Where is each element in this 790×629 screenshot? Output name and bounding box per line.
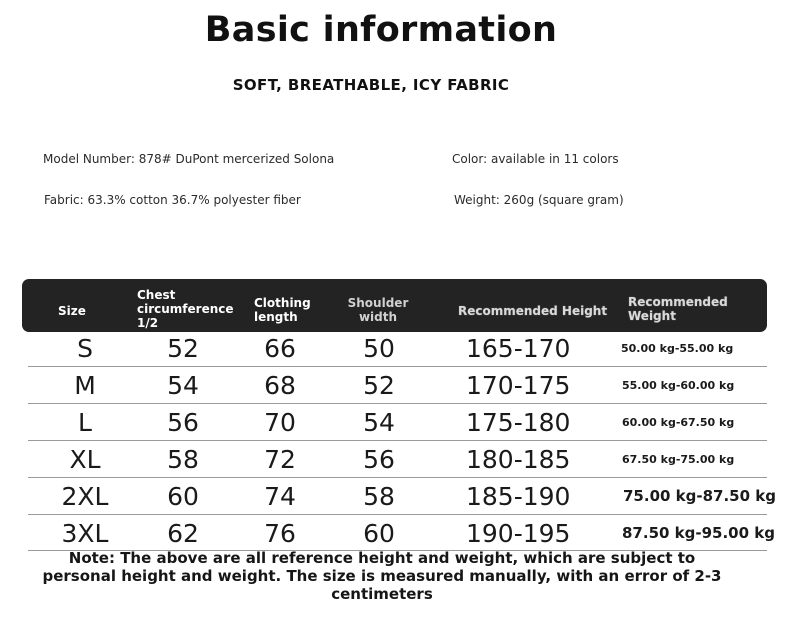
table-row [28, 441, 767, 478]
size-cell: S [77, 334, 93, 363]
length-cell: 76 [264, 519, 296, 548]
weight-cell: 87.50 kg-95.00 kg [622, 524, 775, 542]
header-shoulder-width: Shoulder width [347, 296, 409, 324]
chest-cell: 54 [167, 371, 199, 400]
table-row [28, 367, 767, 404]
chest-cell: 62 [167, 519, 199, 548]
chest-cell: 60 [167, 482, 199, 511]
length-cell: 74 [264, 482, 296, 511]
header-clothing-length: Clothing length [254, 296, 311, 324]
size-cell: XL [69, 445, 101, 474]
weight-cell: 50.00 kg-55.00 kg [621, 342, 734, 355]
weight-cell: 55.00 kg-60.00 kg [622, 379, 735, 392]
chest-cell: 56 [167, 408, 199, 437]
height-cell: 175-180 [466, 408, 571, 437]
shoulder-cell: 58 [363, 482, 395, 511]
height-cell: 180-185 [466, 445, 571, 474]
weight-cell: 67.50 kg-75.00 kg [622, 453, 735, 466]
weight-info: Weight: 260g (square gram) [454, 193, 624, 207]
chest-cell: 52 [167, 334, 199, 363]
table-row [28, 515, 775, 552]
size-cell: 3XL [61, 519, 109, 548]
height-cell: 165-170 [466, 334, 571, 363]
size-cell: M [74, 371, 96, 400]
shoulder-cell: 50 [363, 334, 395, 363]
size-cell: 2XL [61, 482, 109, 511]
table-row [28, 478, 776, 515]
page-subtitle: SOFT, BREATHABLE, ICY FABRIC [232, 76, 510, 94]
length-cell: 72 [264, 445, 296, 474]
header-recommended-height: Recommended Height [458, 304, 608, 318]
header-chest: Chest circumference 1/2 [137, 288, 234, 330]
model-number-info: Model Number: 878# DuPont mercerized Solona [43, 152, 335, 166]
size-cell: L [78, 408, 92, 437]
shoulder-cell: 52 [363, 371, 395, 400]
shoulder-cell: 56 [363, 445, 395, 474]
weight-cell: 75.00 kg-87.50 kg [623, 487, 776, 505]
shoulder-cell: 60 [363, 519, 395, 548]
height-cell: 185-190 [466, 482, 571, 511]
header-recommended-weight: Recommended Weight [628, 295, 728, 323]
table-row [28, 330, 767, 367]
shoulder-cell: 54 [363, 408, 395, 437]
color-info: Color: available in 11 colors [452, 152, 619, 166]
page-title: Basic information [204, 10, 558, 50]
header-size: Size [58, 304, 86, 318]
size-note: Note: The above are all reference height and weight, which are subject to personal height and weight. The size is measured manually, with an error of 2-3 centimeters [42, 549, 722, 603]
weight-cell: 60.00 kg-67.50 kg [622, 416, 735, 429]
length-cell: 70 [264, 408, 296, 437]
length-cell: 66 [264, 334, 296, 363]
length-cell: 68 [264, 371, 296, 400]
size-table-header [22, 279, 767, 332]
fabric-info: Fabric: 63.3% cotton 36.7% polyester fiber [44, 193, 301, 207]
height-cell: 170-175 [466, 371, 571, 400]
height-cell: 190-195 [466, 519, 571, 548]
chest-cell: 58 [167, 445, 199, 474]
table-row [28, 404, 767, 441]
